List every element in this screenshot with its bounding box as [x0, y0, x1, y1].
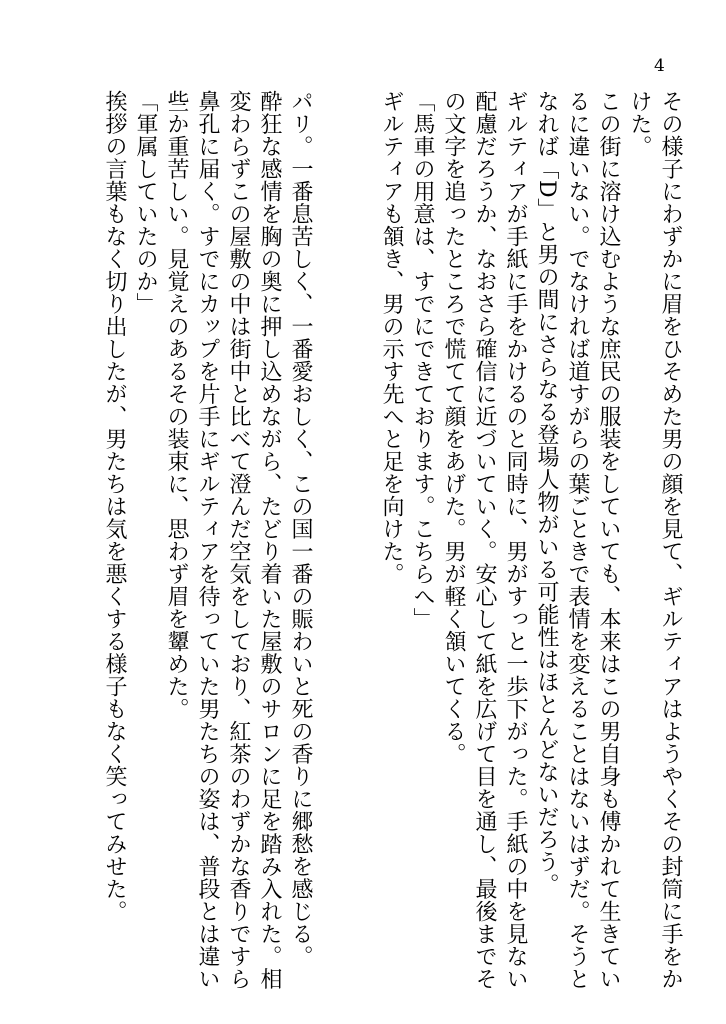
scene-break — [316, 90, 376, 990]
paragraph: パリ。一番息苦しく、一番愛おしく、この国一番の賑わいと死の香りに郷愁を感じる。 — [288, 90, 313, 968]
page-number: 4 — [654, 56, 665, 76]
paragraph: 酔狂な感情を胸の奥に押し込めながら、たどり着いた屋敷のサロンに足を踏み入れた。相変わらずこの屋敷の中は街中と比べて澄んだ空気をしており、紅茶のわずかな香りですら鼻孔に届く。すでにカップを片手にギルティアを待っていた男たちの姿は、普段とは違い些か重苦しい。見覚えのあるその装束に、思わず眉を顰めた。 — [164, 90, 282, 990]
paragraph: ギルティアも頷き、男の示す先へと足を向けた。 — [379, 90, 404, 585]
dialogue-line: 「軍属していたのか」 — [133, 90, 158, 315]
paragraph: その様子にわずかに眉をひそめた男の顔を見て、ギルティアはようやくその封筒に手をかけた。 — [627, 90, 683, 990]
paragraph: ギルティアが手紙に手をかけるのと同時に、男がすっと一歩下がった。手紙の中を見ない配慮だろうか、なおさら確信に近づいていく。安心して紙を広げて目を通し、最後までその文字を追ったところで慌てて顔をあげた。男が軽く頷いてくる。 — [441, 90, 528, 990]
paragraph: 挨拶の言葉もなく切り出したが、男たちは気を悪くする様子もなく笑ってみせた。 — [102, 90, 127, 923]
novel-text — [99, 90, 686, 990]
dialogue-line: 「馬車の用意は、すでにできております。こちらへ」 — [410, 90, 435, 630]
paragraph: この街に溶け込むような庶民の服装をしていても、本来はこの男自身も傅かれて生きているに違いない。でなければ道すがらの葉ごときで表情を変えることはないはずだ。そうとなれば「D」と男の間にさらなる登場人物がいる可能性はほとんどないだろう。 — [534, 90, 621, 990]
